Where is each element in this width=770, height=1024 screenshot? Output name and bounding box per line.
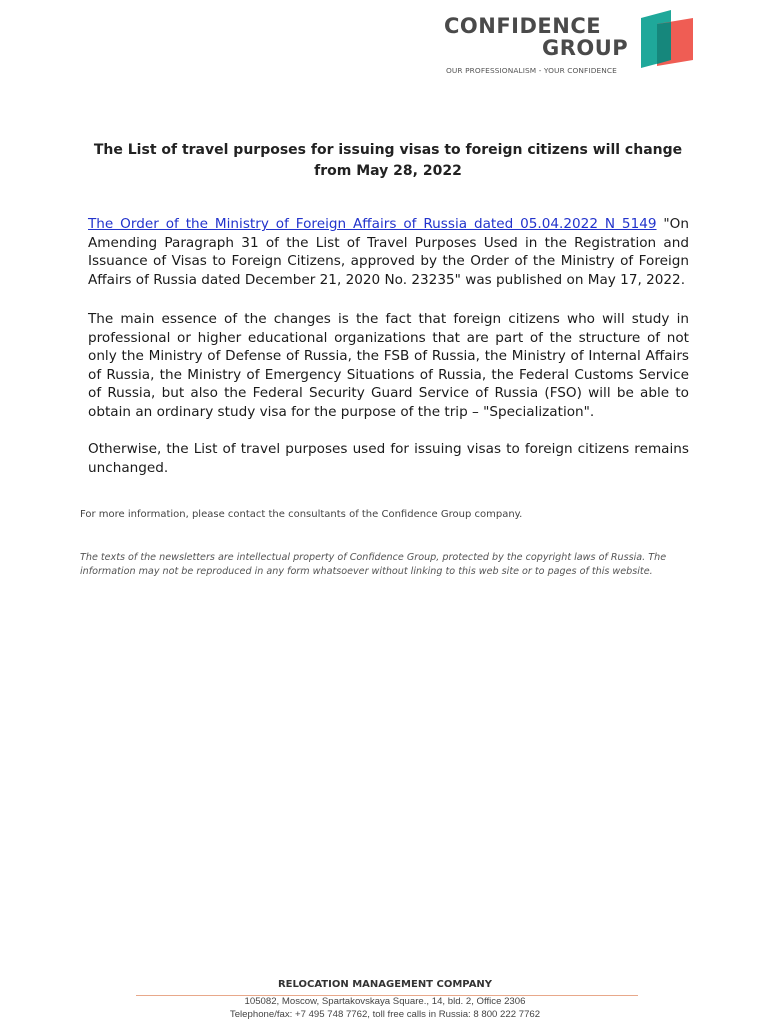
logo-overlap-shape xyxy=(657,22,671,64)
ministry-order-link[interactable]: The Order of the Ministry of Foreign Affairs of Russia dated 05.04.2022 N 5149 xyxy=(88,216,657,232)
paragraph-order-announcement xyxy=(88,215,689,289)
contact-note: For more information, please contact the consultants of the Confidence Group company. xyxy=(80,509,523,520)
paragraph-otherwise: Otherwise, the List of travel purposes used for issuing visas to foreign citizens remains unchanged. xyxy=(88,441,689,476)
logo-tagline: OUR PROFESSIONALISM - YOUR CONFIDENCE xyxy=(446,66,617,75)
footer-address: 105082, Moscow, Spartakovskaya Square., 14, bld. 2, Office 2306 xyxy=(244,996,526,1007)
paragraph-changes-essence: The main essence of the changes is the fact that foreign citizens who will study in professional or higher educational organizations that are part of the structure of not only the Ministry of Defense of Russia, the FSB of Russia, the Ministry of Internal Affairs of Russia, the Ministry of Emergency Situations of Russia, the Federal Customs Service of Russia, but also the Federal Security Guard Service of Russia (FSO) will be able to obtain an ordinary study visa for the purpose of the trip – "Specialization". xyxy=(88,311,689,420)
logo-text-confidence: CONFIDENCE xyxy=(444,14,602,38)
title-line-1: The List of travel purposes for issuing visas to foreign citizens will change xyxy=(93,142,683,158)
logo-mark-icon xyxy=(635,8,695,68)
logo-text-group: GROUP xyxy=(542,36,629,60)
footer-phone: Telephone/fax: +7 495 748 7762, toll free calls in Russia: 8 800 222 7762 xyxy=(229,1009,541,1020)
paragraph-order-text: "On Amending Paragraph 31 of the List of Travel Purposes Used in the Registration and Issuance of Visas to Foreign Citizens, approved by the Order of the Ministry of Foreign Affairs of Russia dated December 21, 2020 No. 23235" was published on May 17, 2022. xyxy=(88,216,689,288)
copyright-disclaimer: The texts of the newsletters are intellectual property of Confidence Group, protected by the copyright laws of Russia. The information may not be reproduced in any form whatsoever without linking to this web site or to pages of this website. xyxy=(80,552,667,577)
company-logo xyxy=(444,8,694,80)
footer-company-name: RELOCATION MANAGEMENT COMPANY xyxy=(277,979,493,990)
title-line-2: from May 28, 2022 xyxy=(314,163,462,179)
document-title xyxy=(88,140,688,182)
